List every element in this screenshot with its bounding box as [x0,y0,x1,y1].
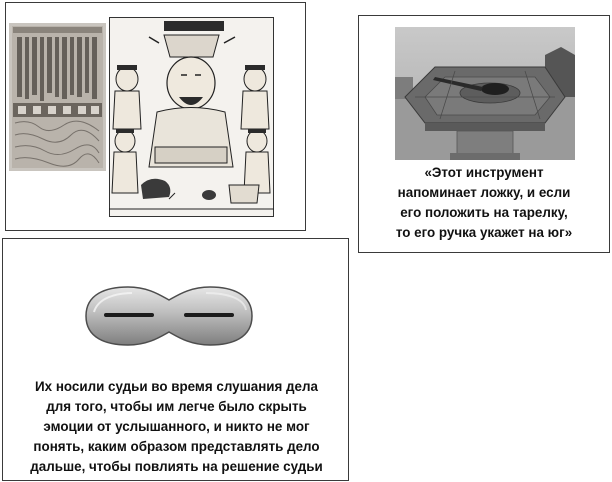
caption-line: его положить на тарелку, [400,205,568,220]
caption-line: дальше, чтобы повлиять на решение судьи [30,459,323,474]
caption-line: напоминает ложку, и если [397,185,571,200]
calligraphy-print-image [9,23,106,171]
caption-line: эмоции от услышанного, и никто не мог [43,419,310,434]
slit-goggles-image [76,284,262,348]
compass-caption [359,163,609,243]
goggles-card [2,238,349,481]
sinan-compass-image [395,27,575,160]
deity-print-image [109,17,274,217]
prints-card [5,2,306,231]
caption-line: понять, каким образом представлять дело [33,439,320,454]
caption-line: то его ручка укажет на юг» [395,225,573,240]
compass-card [358,15,610,253]
caption-line: Их носили судьи во время слушания дела [35,379,318,394]
goggles-caption [9,377,344,477]
caption-line: «Этот инструмент [424,165,544,180]
caption-line: для того, чтобы им легче было скрыть [46,399,307,414]
